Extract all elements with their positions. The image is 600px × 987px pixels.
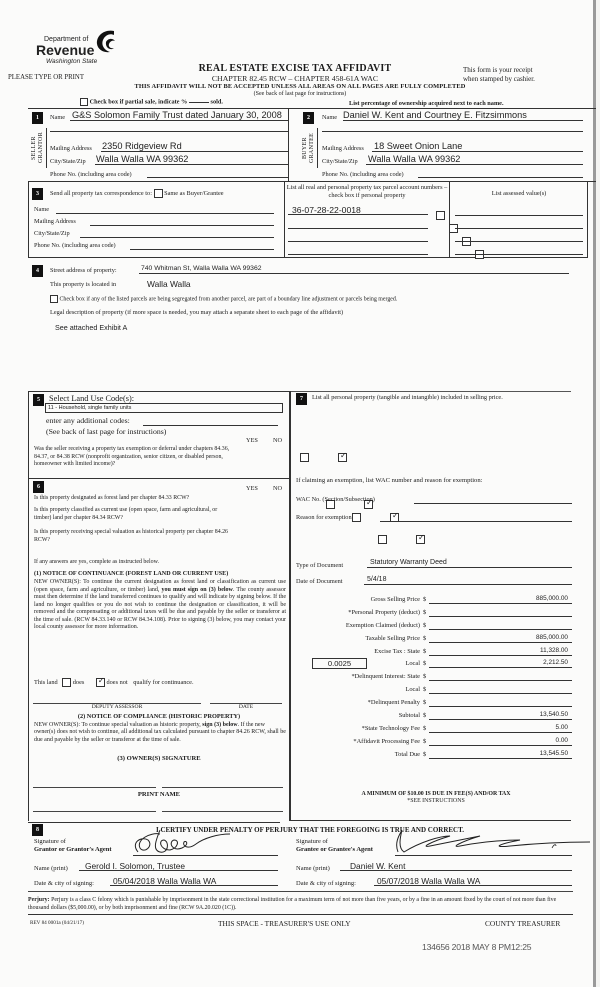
if-yes-instruction: If any answers are yes, complete as instructed below.: [34, 559, 159, 565]
buyer-name-line-2[interactable]: [322, 131, 583, 132]
corr-phone-field[interactable]: [130, 249, 274, 250]
dollar-sign: $: [423, 724, 427, 732]
grantee-signature-scribble-icon: [390, 828, 590, 858]
dollar-sign: $: [423, 686, 427, 694]
exemption-claimed-field[interactable]: [429, 620, 572, 630]
certify-statement: I CERTIFY UNDER PENALTY OF PERJURY THAT THE FOREGOING IS TRUE AND CORRECT.: [155, 826, 464, 834]
correspondence-label: [50, 189, 224, 198]
dollar-sign: $: [423, 750, 427, 758]
section-3-divider-1: [284, 182, 285, 258]
s5-yes-header: YES: [246, 437, 258, 444]
dollar-sign: $: [423, 660, 427, 668]
dollar-sign: $: [423, 647, 427, 655]
located-in-value[interactable]: Walla Walla: [147, 279, 191, 289]
current-use-yes-checkbox[interactable]: [352, 513, 361, 522]
grantee-date-label: Date & city of signing:: [296, 880, 356, 887]
footer-top-border: [28, 891, 573, 892]
s6-yes-header: YES: [246, 485, 258, 492]
does-not-qualify-checkbox[interactable]: [96, 678, 105, 687]
correspondence-text: Send all property tax correspondence to:: [50, 189, 152, 197]
assessed-value-1[interactable]: [455, 215, 583, 216]
corr-city-label: City/State/Zip: [34, 230, 70, 237]
segregated-checkbox[interactable]: [50, 295, 58, 303]
amount-row-processing-fee: [296, 736, 572, 749]
dollar-sign: $: [423, 699, 427, 707]
buyer-city-field[interactable]: Walla Walla WA 99362: [366, 154, 583, 165]
section-2-number: 2: [303, 112, 314, 124]
seller-label: SELLER: [30, 136, 37, 160]
sold-label: sold.: [210, 98, 223, 106]
grantee-date-field[interactable]: 05/07/2018 Walla Walla WA: [374, 876, 572, 886]
additional-codes-field[interactable]: [143, 425, 278, 426]
seller-city-label: City/State/Zip: [50, 158, 86, 165]
type-or-print: PLEASE TYPE OR PRINT: [8, 74, 84, 81]
perjury-statement: [28, 897, 573, 912]
corr-phone-label: Phone No. (including area code): [34, 242, 116, 249]
grantee-sig-label-2: Grantee or Grantee's Agent: [296, 846, 373, 853]
delinquent-penalty-field[interactable]: [429, 697, 572, 707]
processing-fee-field[interactable]: 0.00: [429, 736, 572, 746]
exemption-question: Was the seller receiving a property tax exemption or deferral under chapters 84.36, 84.37, or 84.38 RCW (nonprofit organization, senior citizen, or disabled person, homeowner with limited income)?: [34, 446, 230, 467]
amount-label: Total Due: [394, 750, 420, 758]
corr-name-label: Name: [34, 206, 50, 213]
doc-type-label: Type of Document: [296, 562, 344, 569]
amount-label: Exemption Claimed (deduct): [345, 621, 420, 629]
section-5-number: 5: [33, 394, 44, 406]
grantor-label: GRANTOR: [37, 132, 44, 164]
amount-row-technology-fee: [296, 723, 572, 736]
historical-no-checkbox[interactable]: [416, 535, 425, 544]
notice2-text-b: . If the new owner(s) does not wish to continue, all additional tax calculated pursuant to chapter 84.26 RCW, shall be due and payable by the seller or transferor at the time of sale.: [34, 722, 286, 743]
corr-city-field[interactable]: [80, 237, 274, 238]
local-rate-field[interactable]: 0.0025: [312, 658, 367, 669]
parcel-header: List all real and personal property tax parcel account numbers – check box if personal property: [286, 184, 448, 199]
grantee-signature-label: [296, 838, 373, 854]
amount-row-delinquent-interest-state: [296, 671, 572, 684]
section-7-left-border: [290, 391, 291, 821]
subtotal-field[interactable]: 13,540.50: [429, 710, 572, 720]
land-use-instructions: (See back of last page for instructions): [46, 427, 167, 436]
grantee-name-field[interactable]: Daniel W. Kent: [340, 861, 572, 871]
located-in-label: This property is located in: [50, 281, 117, 288]
seller-city-field[interactable]: Walla Walla WA 99362: [95, 154, 288, 165]
segregated-label: Check box if any of the listed parcels are being segregated from another parcel, are part of a boundary line adjustment or parcels being merged.: [59, 296, 398, 303]
buyer-name-label: Name: [322, 114, 338, 121]
parties-divider: [288, 108, 289, 182]
legal-description-value[interactable]: See attached Exhibit A: [55, 323, 128, 332]
amount-row-exemption: [296, 620, 572, 633]
s5-no-header: NO: [273, 437, 283, 444]
amount-label: Local: [405, 660, 420, 668]
amount-label: *Delinquent Penalty: [367, 699, 420, 707]
dollar-sign: $: [423, 621, 427, 629]
current-use-question: Is this property classified as current use (open space, farm and agricultural, or timber) land per chapter 84.34 RCW?: [34, 507, 218, 521]
perjury-bold: Perjury:: [28, 897, 50, 903]
assessor-date-label: DATE: [238, 704, 254, 710]
amount-row-excise-local: [296, 658, 572, 671]
parcel-1-personal-checkbox[interactable]: [436, 211, 445, 220]
dollar-sign: $: [423, 712, 427, 720]
amount-row-subtotal: [296, 710, 572, 723]
buyer-phone-label: Phone No. (including area code): [322, 171, 404, 178]
section-4-number: 4: [32, 265, 43, 277]
section-6-number: 6: [33, 481, 44, 493]
owner-signature-line-1[interactable]: [33, 787, 156, 788]
taxable-selling-price-field[interactable]: 885,000.00: [429, 633, 572, 643]
amount-label: Gross Selling Price: [370, 596, 420, 603]
amount-label: *State Technology Fee: [361, 724, 420, 732]
does-qualify-checkbox[interactable]: [62, 678, 71, 687]
qualify-label: qualify for continuance.: [133, 678, 194, 686]
amounts-table: [296, 594, 572, 762]
ownership-note: List percentage of ownership acquired next to each name.: [349, 100, 504, 107]
buyer-label: BUYER: [301, 137, 308, 159]
grantee-name-label: Name (print): [296, 865, 330, 872]
delinquent-interest-local-field[interactable]: [429, 684, 572, 694]
buyer-city-label: City/State/Zip: [322, 158, 358, 165]
grantor-date-field[interactable]: 05/04/2018 Walla Walla WA: [110, 876, 278, 886]
logo-line1: Department of: [44, 36, 89, 43]
s5-exemption-yes-checkbox[interactable]: [300, 453, 309, 462]
personal-property-deduct-field[interactable]: [429, 607, 572, 617]
grantor-signature-scribble-icon: [130, 828, 250, 858]
dollar-sign: $: [423, 596, 427, 603]
parcel-number-2[interactable]: [288, 228, 428, 229]
assessed-header: List assessed value(s): [491, 190, 547, 197]
amount-label: *Personal Property (deduct): [348, 608, 420, 616]
continuance-row: [34, 678, 194, 687]
amount-row-delinquent-interest-local: [296, 684, 572, 697]
receipt-note-1: This form is your receipt: [463, 66, 533, 74]
section-8-number: 8: [32, 824, 43, 836]
grantor-name-label: Name (print): [34, 865, 68, 872]
street-address-field[interactable]: 740 Whitman St, Walla Walla WA 99362: [139, 264, 569, 274]
seller-name-field[interactable]: G&S Solomon Family Trust dated January 30, 2008: [70, 110, 288, 121]
historical-yes-checkbox[interactable]: [378, 535, 387, 544]
land-use-label: Select Land Use Code(s):: [49, 394, 135, 403]
partial-sale-checkbox[interactable]: [80, 98, 88, 106]
dollar-sign: $: [423, 608, 427, 616]
treasurer-space-label: THIS SPACE - TREASURER'S USE ONLY: [218, 919, 351, 928]
print-name-line-1[interactable]: [33, 811, 156, 812]
doc-type-field[interactable]: Statutory Warranty Deed: [367, 558, 572, 568]
historical-question: Is this property receiving special valuation as historical property per chapter 84.26 RCW?: [34, 529, 228, 543]
seller-phone-field[interactable]: [147, 177, 288, 178]
seller-mailing-label: Mailing Address: [50, 145, 92, 152]
notice-compliance-title: (2) NOTICE OF COMPLIANCE (HISTORIC PROPERTY): [77, 713, 241, 720]
receipt-note-2: when stamped by cashier.: [463, 75, 535, 83]
print-name-line-2[interactable]: [162, 811, 283, 812]
notice-continuance-title: (1) NOTICE OF CONTINUANCE (FOREST LAND OR CURRENT USE): [34, 571, 229, 577]
grantor-sig-label-1: Signature of: [34, 838, 66, 845]
amount-label: Excise Tax : State: [374, 647, 420, 655]
amount-row-personal-property: [296, 607, 572, 620]
partial-sale-percent-field[interactable]: [189, 102, 209, 103]
corr-mailing-field[interactable]: [90, 225, 274, 226]
notice2-text-a: NEW OWNER(S): To continue special valuation as historic property,: [34, 722, 201, 728]
amount-label: *Affidavit Processing Fee: [353, 737, 420, 745]
partial-sale-label: Check box if partial sale, indicate %: [89, 98, 188, 106]
corr-name-field[interactable]: [56, 213, 274, 214]
buyer-grantee-label: [300, 128, 318, 168]
forest-land-question: Is this property designated as forest land per chapter 84.33 RCW?: [34, 495, 190, 501]
owner-signature-heading: (3) OWNER(S) SIGNATURE: [117, 755, 201, 762]
footer-divider: [28, 914, 573, 915]
reason-label: Reason for exemption: [296, 514, 352, 521]
notice2-bold: sign (3) below: [202, 722, 238, 728]
section-3-number: 3: [32, 188, 43, 200]
seller-name-line-2[interactable]: [50, 131, 288, 132]
wac-field[interactable]: [414, 503, 572, 504]
notice1-bold: you must sign on (3) below: [161, 586, 233, 593]
dollar-sign: $: [423, 673, 427, 681]
excise-tax-local-field[interactable]: 2,212.50: [429, 658, 572, 668]
grantee-label: GRANTEE: [308, 132, 315, 164]
amount-label: Local: [405, 686, 420, 694]
seller-name-label: Name: [50, 114, 66, 121]
excise-tax-state-field[interactable]: 11,328.00: [429, 646, 572, 656]
s5-exemption-no-checkbox[interactable]: [338, 453, 347, 462]
buyer-mailing-label: Mailing Address: [322, 145, 364, 152]
assessed-value-4[interactable]: [455, 254, 583, 255]
section-1-number: 1: [32, 112, 43, 124]
amount-label: *Delinquent Interest: State: [351, 673, 420, 681]
amount-row-total-due: [296, 749, 572, 762]
logo-line3: Washington State: [46, 58, 98, 65]
reason-field[interactable]: [380, 521, 572, 522]
delinquent-interest-state-field[interactable]: [429, 671, 572, 681]
exemption-claim-label: If claiming an exemption, list WAC number and reason for exemption:: [296, 477, 483, 484]
section-7-top-border: [290, 391, 571, 392]
buyer-phone-field[interactable]: [418, 177, 583, 178]
notice-compliance-text: [34, 722, 286, 744]
amount-label: Taxable Selling Price: [365, 634, 420, 642]
notice-continuance-text: [34, 579, 286, 632]
notice1-text-a: NEW OWNER(S): To continue the current designation as forest land or classification as current use (open space, farm and agriculture, or timber) land,: [34, 579, 286, 593]
county-treasurer-label: COUNTY TREASURER: [485, 919, 561, 928]
technology-fee-field[interactable]: 5.00: [429, 723, 572, 733]
wac-label: WAC No. (Section/Subsection): [296, 496, 375, 503]
logo-line2: Revenue: [36, 42, 95, 58]
grantor-sig-label-2: Grantor or Grantor's Agent: [34, 846, 112, 853]
amount-row-delinquent-penalty: [296, 697, 572, 710]
this-land-label: This land: [34, 678, 58, 686]
amount-label: Subtotal: [398, 712, 420, 720]
parcel-number-1[interactable]: 36-07-28-22-0018: [288, 205, 428, 215]
page-title: REAL ESTATE EXCISE TAX AFFIDAVIT: [198, 63, 392, 74]
land-use-select[interactable]: 11 - Household, single family units: [45, 403, 283, 413]
seller-grantor-label: [29, 128, 47, 168]
s6-no-header: NO: [273, 485, 283, 492]
perjury-text: Perjury is a class C felony which is punishable by imprisonment in the state correctional institution for a maximum term of not more than five years, or by a fine in an amount fixed by the court of not more than five thousand dollars ($5,000.00), or by both imprisonment and fine (RCW 9A.20.020 (1C)).: [28, 897, 557, 911]
total-due-field[interactable]: 13,545.50: [429, 749, 572, 759]
see-instructions-note: *SEE INSTRUCTIONS: [407, 798, 465, 804]
assessed-value-3[interactable]: [455, 241, 583, 242]
same-as-buyer-checkbox[interactable]: [154, 189, 163, 198]
doc-date-label: Date of Document: [296, 578, 343, 585]
personal-property-label: List all personal property (tangible and intangible) included in selling price.: [312, 394, 503, 401]
grantor-date-label: Date & city of signing:: [34, 880, 94, 887]
seller-phone-label: Phone No. (including area code): [50, 171, 132, 178]
owner-signature-line-2[interactable]: [162, 787, 283, 788]
section-7-bottom-border: [290, 820, 571, 821]
street-address-label: Street address of property:: [50, 267, 117, 274]
dor-swirl-logo-icon: [94, 28, 118, 54]
grantee-sig-label-1: Signature of: [296, 838, 328, 845]
grantor-signature-label: [34, 838, 112, 854]
same-as-buyer-label: Same as Buyer/Grantee: [164, 189, 224, 197]
minimum-due-note: A MINIMUM OF $10.00 IS DUE IN FEE(S) AND/OR TAX: [361, 791, 511, 797]
buyer-mailing-field[interactable]: 18 Sweet Onion Lane: [372, 141, 583, 152]
deputy-assessor-label: DEPUTY ASSESSOR: [91, 704, 143, 710]
see-back-note: (See back of last page for instructions): [253, 91, 347, 97]
amount-row-taxable: [296, 633, 572, 646]
corr-mailing-label: Mailing Address: [34, 218, 76, 225]
legal-description-label: Legal description of property (if more space is needed, you may attach a separate sheet to each page of the affidavit): [50, 309, 344, 316]
does-not-label: does not: [106, 678, 128, 686]
does-label: does: [72, 678, 85, 686]
warning-text: THIS AFFIDAVIT WILL NOT BE ACCEPTED UNLESS ALL AREAS ON ALL PAGES ARE FULLY COMPLETED: [134, 83, 466, 90]
notice1-text-b: . The county assessor must then determine if the land transferred continues to qualify and will indicate by signing below. If the land no longer qualifies or you do not wish to continue the designation or classification, it will be removed and the compensating or additional taxes will be due and payable by the seller or transferor at the time of sale. (RCW 84.33.140 or RCW 84.34.108). Prior to signing (3) below, you may contact your local county assessor for more information.: [34, 586, 287, 631]
section-6-top-border: [28, 478, 290, 479]
dor-logo: [36, 20, 126, 68]
print-name-heading: PRINT NAME: [137, 791, 181, 798]
additional-codes-label: enter any additional codes:: [46, 416, 130, 425]
amount-row-gross: [296, 594, 572, 607]
parcel-number-4[interactable]: [288, 254, 428, 255]
buyer-name-field[interactable]: Daniel W. Kent and Courtney E. Fitzsimmons: [343, 110, 583, 121]
dollar-sign: $: [423, 634, 427, 642]
assessed-value-2[interactable]: [455, 228, 583, 229]
chapter-line: CHAPTER 82.45 RCW – CHAPTER 458-61A WAC: [211, 74, 379, 83]
segregated-row: [50, 295, 397, 303]
treasurer-stamp: 134656 2018 MAY 8 PM12:25: [422, 942, 532, 952]
doc-date-field[interactable]: 5/4/18: [364, 575, 572, 585]
gross-selling-price-field[interactable]: 885,000.00: [429, 594, 572, 604]
section-7-number: 7: [296, 393, 307, 405]
grantor-name-field[interactable]: Gerold I. Solomon, Trustee: [79, 861, 278, 871]
partial-sale: [80, 98, 223, 106]
seller-mailing-field[interactable]: 2350 Ridgeview Rd: [101, 141, 288, 152]
section-8-top-border: [28, 822, 280, 823]
form-number: REV 84 0001a (04/21/17): [30, 920, 84, 926]
dollar-sign: $: [423, 737, 427, 745]
parcel-number-3[interactable]: [288, 241, 428, 242]
amount-row-excise-state: [296, 646, 572, 659]
